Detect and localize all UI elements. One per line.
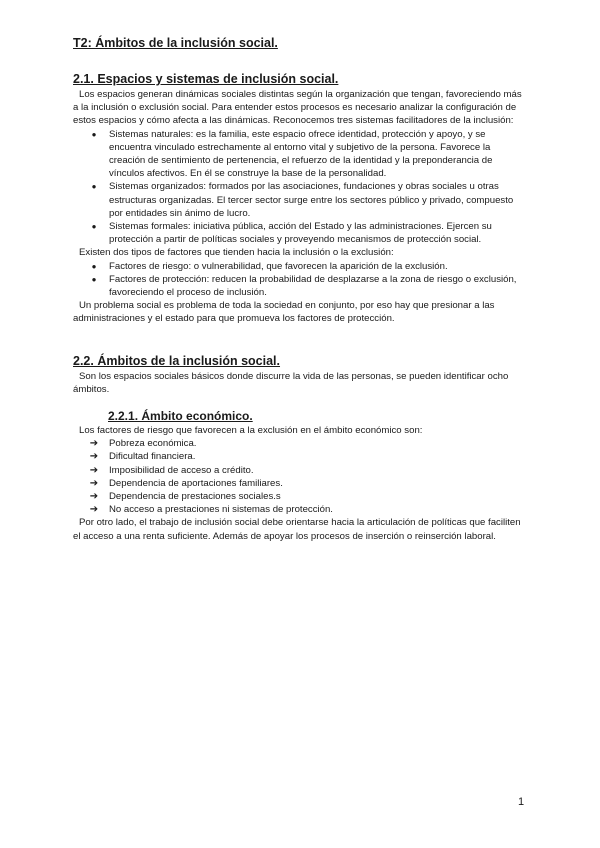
list-item — [73, 180, 523, 220]
factors-intro: Existen dos tipos de factores que tienden hacia la inclusión o la exclusión: — [79, 247, 394, 259]
arrow-right-icon: ➔ — [89, 504, 99, 516]
systems-list — [73, 128, 523, 247]
list-item-text: Factores de riesgo: o vulnerabilidad, que favorecen la aparición de la exclusión. — [109, 260, 448, 272]
closing-paragraph: Por otro lado, el trabajo de inclusión social debe orientarse hacia la articulación de políticas que faciliten el acceso a una renta suficiente. Además de apoyar los procesos de inserción o reinserción laboral. — [73, 517, 521, 542]
list-item — [73, 450, 523, 463]
list-item-text: Sistemas naturales: es la familia, este espacio ofrece identidad, protección y apoyo, y se encuentra vinculado estrechamente al entorno vital y subjetivo de la persona. Favorece la creación de sentimiento de pertenencia, el refuerzo de la identidad y la preponderancia de vínculos afectivos. En él se construye la base de la personalidad. — [109, 128, 493, 180]
bullet-icon: ● — [91, 129, 97, 139]
arrow-right-icon: ➔ — [89, 451, 99, 463]
document-title: T2: Ámbitos de la inclusión social. — [73, 36, 278, 50]
arrow-right-icon: ➔ — [89, 491, 99, 503]
list-item-text: Factores de protección: reducen la probabilidad de desplazarse a la zona de riesgo o exclusión, favoreciendo el proceso de inclusión. — [109, 273, 517, 299]
list-item-text: Sistemas organizados: formados por las asociaciones, fundaciones y obras sociales u otras estructuras organizadas. El tercer sector surge entre los sectores público y privado, compuesto por entidades sin ánimo de lucro. — [109, 181, 514, 219]
arrow-right-icon: ➔ — [89, 477, 99, 489]
intro-paragraph: Los factores de riesgo que favorecen a la exclusión en el ámbito económico son: — [79, 425, 423, 436]
bullet-icon: ● — [91, 261, 97, 271]
list-item — [73, 477, 523, 490]
section-heading-2-2: 2.2. Ámbitos de la inclusión social. — [73, 354, 281, 368]
risks-list — [73, 437, 523, 516]
list-item — [73, 490, 523, 503]
arrow-right-icon: ➔ — [89, 438, 99, 450]
list-item-text: Sistemas formales: iniciativa pública, acción del Estado y las administraciones. Ejercen su protección a partir de políticas sociales y proveyendo mecanismos de protección social. — [109, 221, 492, 246]
factors-list — [73, 260, 523, 300]
list-item-text: Imposibilidad de acceso a crédito. — [109, 464, 254, 476]
closing-paragraph: Un problema social es problema de toda la sociedad en conjunto, por eso hay que presionar a las administraciones y el estado para que promueva los factores de protección. — [73, 300, 495, 325]
intro-paragraph: Los espacios generan dinámicas sociales distintas según la organización que tengan, favoreciendo más a la inclusión o exclusión social. Para entender estos procesos es necesario analizar la configuración de estos espacios y cómo afecta a las dinámicas. Reconocemos tres sistemas facilitadores de la inclusión: — [73, 89, 522, 127]
list-item-text: No acceso a prestaciones ni sistemas de protección. — [109, 504, 333, 516]
list-item-text: Pobreza económica. — [109, 438, 197, 450]
section-heading-2-1: 2.1. Espacios y sistemas de inclusión social. — [73, 72, 339, 86]
list-item — [73, 260, 523, 273]
list-item-text: Dificultad financiera. — [109, 451, 196, 463]
list-item — [73, 128, 523, 181]
arrow-right-icon: ➔ — [89, 464, 99, 476]
list-item — [73, 503, 523, 516]
intro-paragraph: Son los espacios sociales básicos donde discurre la vida de las personas, se pueden identificar ocho ámbitos. — [73, 371, 509, 396]
section-heading-2-2-1: 2.2.1. Ámbito económico. — [108, 409, 253, 423]
section-body-2-2 — [73, 370, 523, 396]
bullet-icon: ● — [91, 182, 97, 192]
bullet-icon: ● — [91, 274, 97, 284]
list-item — [73, 464, 523, 477]
page-number: 1 — [518, 796, 525, 808]
bullet-icon: ● — [91, 222, 97, 232]
section-body-2-1 — [73, 88, 523, 326]
list-item — [73, 220, 523, 246]
list-item — [73, 437, 523, 450]
section-body-2-2-1 — [73, 424, 523, 543]
list-item-text: Dependencia de aportaciones familiares. — [109, 477, 283, 489]
list-item — [73, 273, 523, 299]
list-item-text: Dependencia de prestaciones sociales.s — [109, 491, 281, 503]
